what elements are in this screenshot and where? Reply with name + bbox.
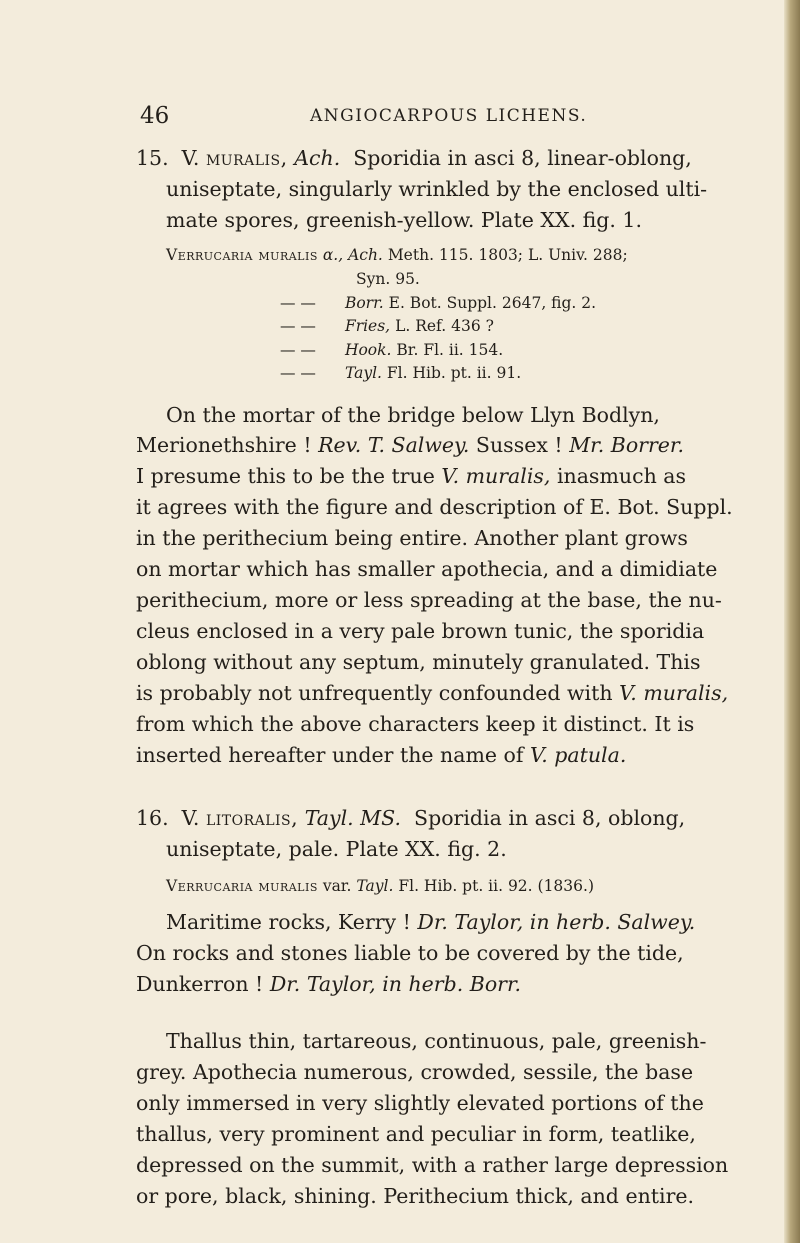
paragraph-line: perithecium, more or less spreading at the base, the nu- <box>136 588 722 612</box>
paragraph-line: on mortar which has smaller apothecia, and a dimidiate <box>136 557 718 581</box>
page-edge <box>784 0 800 1243</box>
species-15-heading: 15. V. muralis, Ach. Sporidia in asci 8, linear-oblong, <box>136 146 692 170</box>
paragraph-line: is probably not unfrequently confounded with V. muralis, <box>136 681 729 705</box>
running-head <box>140 103 680 133</box>
synonym-line: — — Hook. Br. Fl. ii. 154. <box>280 341 504 359</box>
synonym-line: — — Fries, L. Ref. 436 ? <box>280 317 494 335</box>
species-16-desc-line: uniseptate, pale. Plate XX. fig. 2. <box>166 837 507 861</box>
paragraph-line: cleus enclosed in a very pale brown tunic, the sporidia <box>136 619 705 643</box>
locality-line: Maritime rocks, Kerry ! Dr. Taylor, in herb. Salwey. <box>166 910 696 934</box>
locality-line: Dunkerron ! Dr. Taylor, in herb. Borr. <box>136 972 522 996</box>
synonym-line: Verrucaria muralis α., Ach. Meth. 115. 1803; L. Univ. 288; <box>166 246 628 264</box>
paragraph-line: inserted hereafter under the name of V. patula. <box>136 743 627 767</box>
synonym-line: Syn. 95. <box>356 270 420 288</box>
paragraph-line: Merionethshire ! Rev. T. Salwey. Sussex ! Mr. Borrer. <box>136 433 684 457</box>
paragraph-line: it agrees with the figure and description of E. Bot. Suppl. <box>136 495 733 519</box>
synonym-line: — — Borr. E. Bot. Suppl. 2647, fig. 2. <box>280 294 597 312</box>
synonym-line: — — Tayl. Fl. Hib. pt. ii. 91. <box>280 364 522 382</box>
running-title: ANGIOCARPOUS LICHENS. <box>310 106 588 126</box>
paragraph-line: in the perithecium being entire. Another plant grows <box>136 526 688 550</box>
paragraph-line: from which the above characters keep it distinct. It is <box>136 712 695 736</box>
paragraph-line: oblong without any septum, minutely granulated. This <box>136 650 701 674</box>
locality-line: On rocks and stones liable to be covered by the tide, <box>136 941 684 965</box>
description-line: or pore, black, shining. Perithecium thick, and entire. <box>136 1184 695 1208</box>
paragraph-line: On the mortar of the bridge below Llyn Bodlyn, <box>166 403 660 427</box>
description-line: depressed on the summit, with a rather large depression <box>136 1153 729 1177</box>
species-15-desc-line: uniseptate, singularly wrinkled by the enclosed ulti- <box>166 177 708 201</box>
description-line: grey. Apothecia numerous, crowded, sessile, the base <box>136 1060 694 1084</box>
synonym-line: Verrucaria muralis var. Tayl. Fl. Hib. pt. ii. 92. (1836.) <box>166 877 594 895</box>
species-16-heading: 16. V. litoralis, Tayl. MS. Sporidia in asci 8, oblong, <box>136 806 686 830</box>
description-line: thallus, very prominent and peculiar in form, teatlike, <box>136 1122 696 1146</box>
description-line: only immersed in very slightly elevated portions of the <box>136 1091 704 1115</box>
paragraph-line: I presume this to be the true V. muralis, inasmuch as <box>136 464 687 488</box>
species-15-desc-line: mate spores, greenish-yellow. Plate XX. fig. 1. <box>166 208 642 232</box>
page-number: 46 <box>140 103 170 129</box>
description-line: Thallus thin, tartareous, continuous, pale, greenish- <box>166 1029 707 1053</box>
